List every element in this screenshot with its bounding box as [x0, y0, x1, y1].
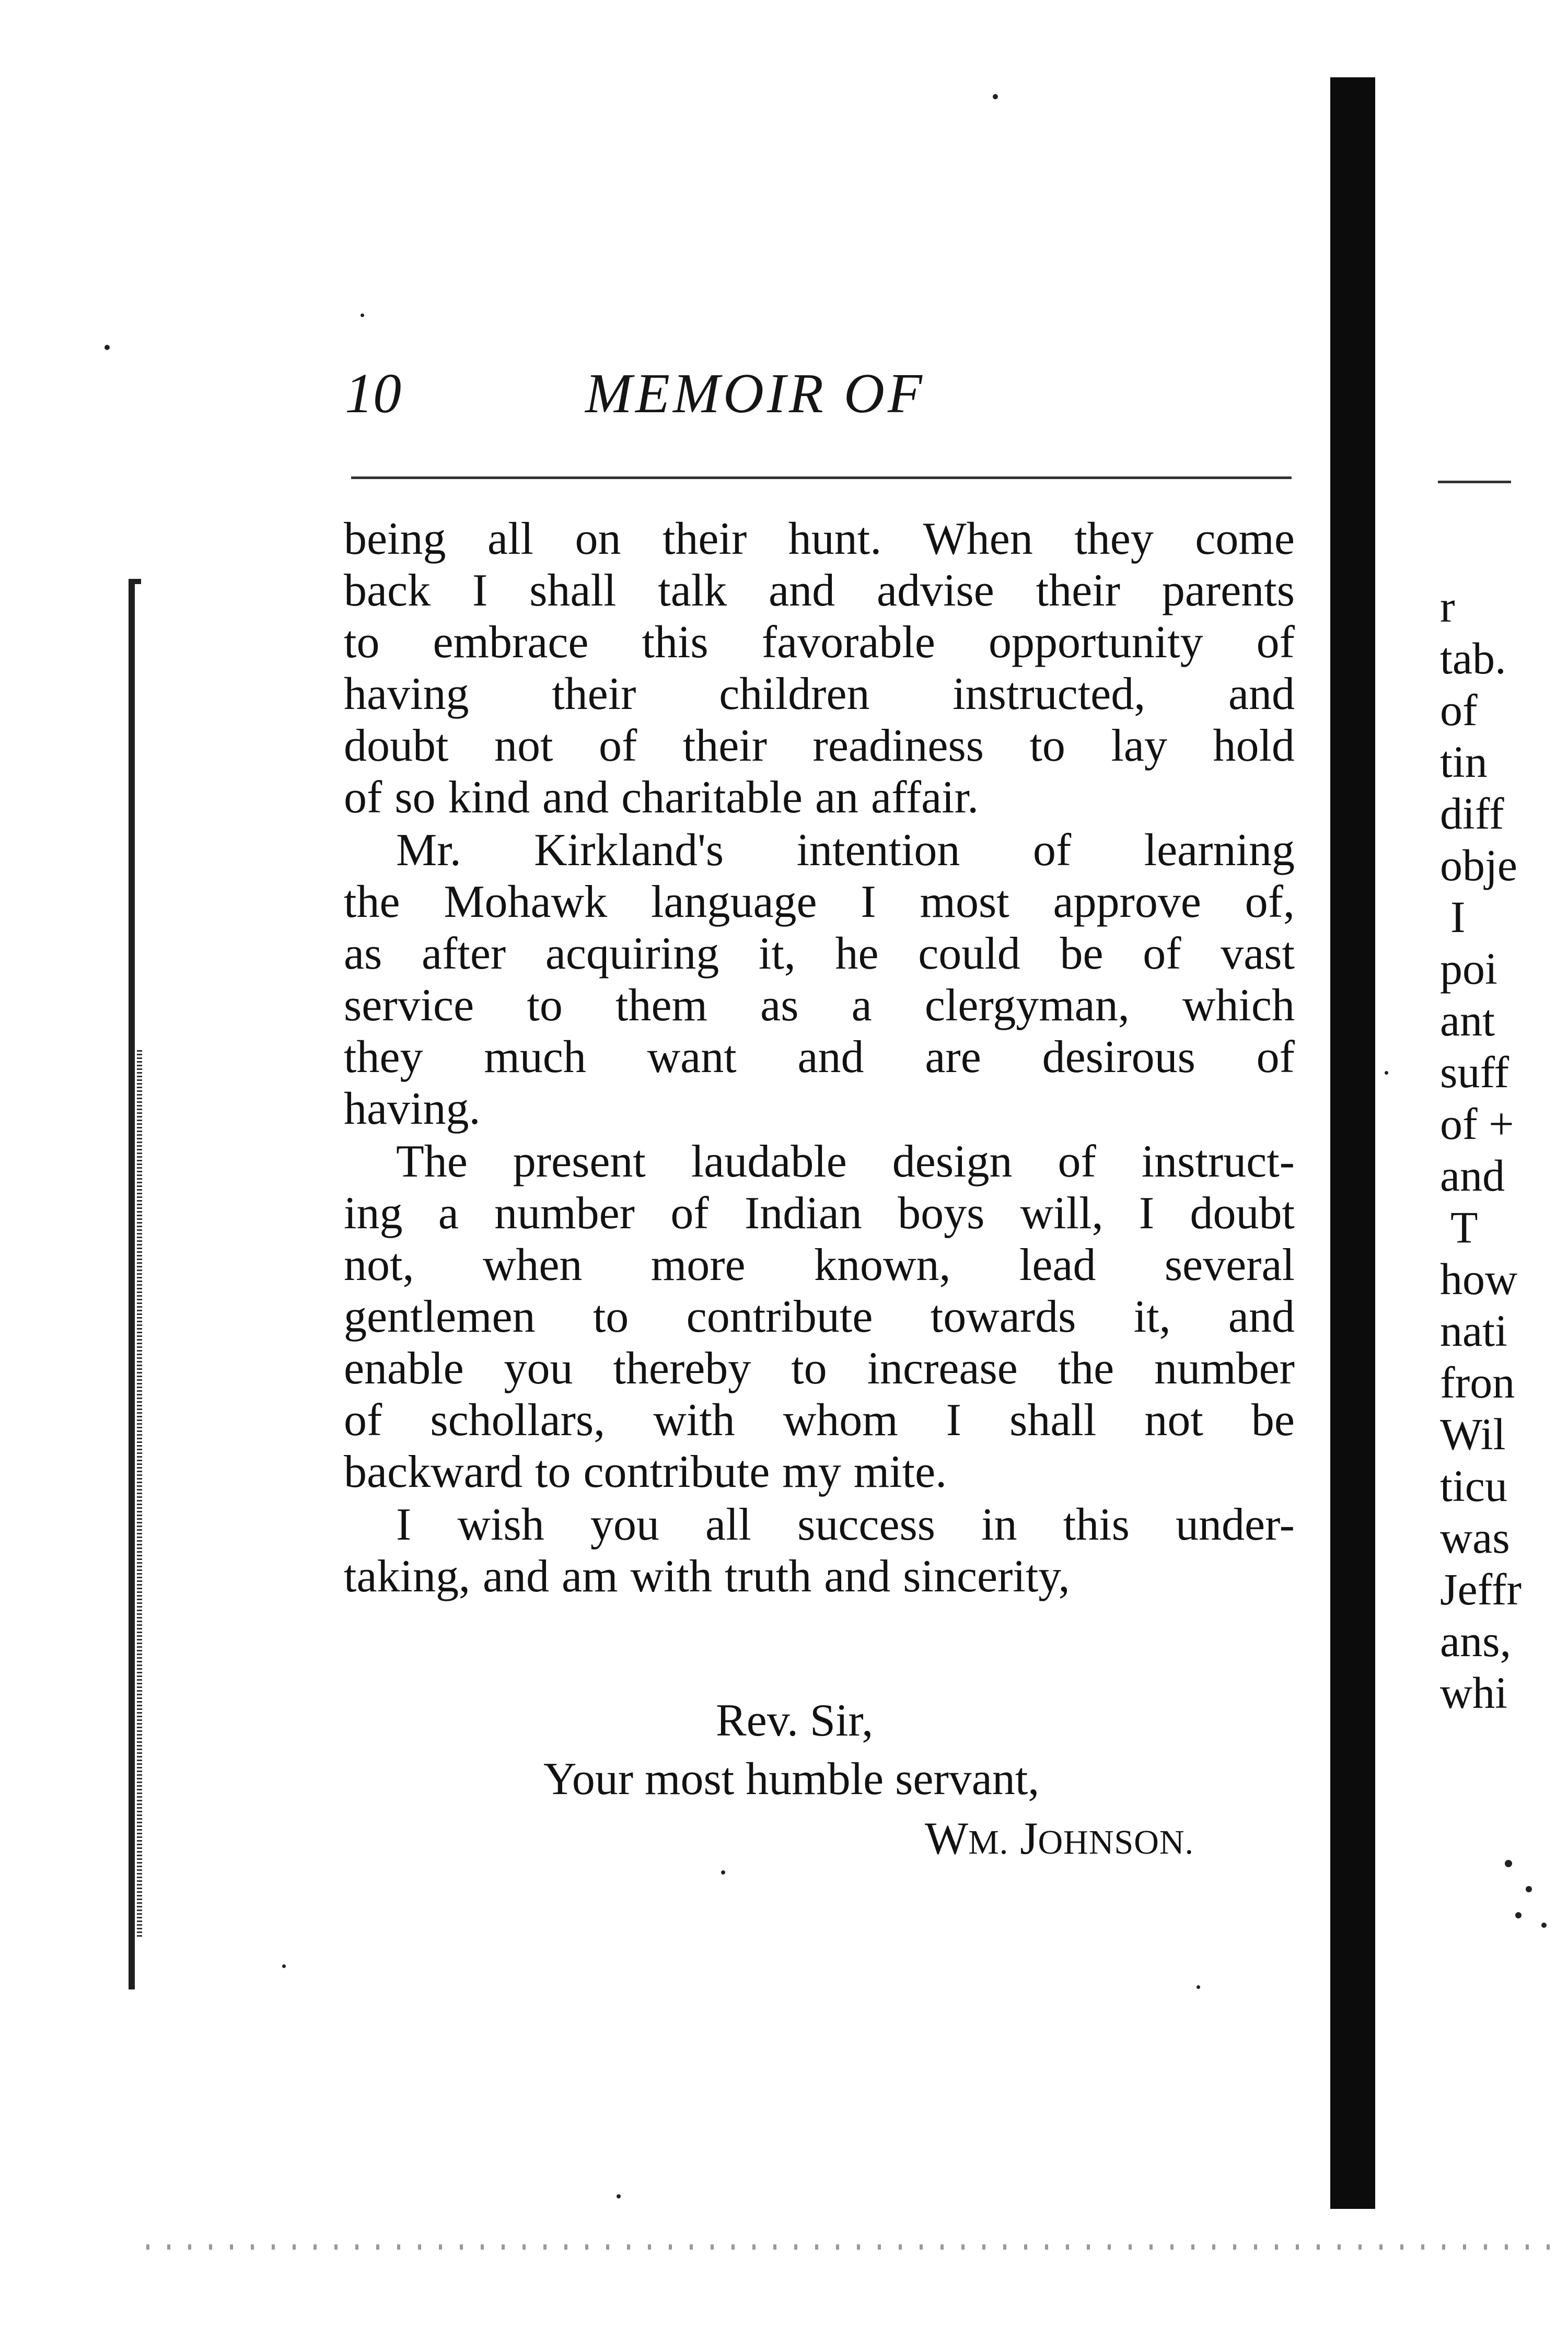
- text-line: having.: [344, 1084, 481, 1134]
- salutation: Rev. Sir,: [716, 1695, 874, 1746]
- facing-page-line: poi: [1440, 944, 1497, 994]
- scan-speck: [1505, 1860, 1512, 1867]
- facing-page-line: ant: [1440, 995, 1495, 1045]
- text-line: doubt not of their readiness to lay hold: [344, 720, 1295, 771]
- text-line: of so kind and charitable an affair.: [344, 772, 979, 823]
- paragraph: [344, 1136, 1295, 1498]
- scan-speck: [282, 1964, 286, 1968]
- page-number: 10: [345, 363, 401, 425]
- scan-speck: [361, 313, 364, 317]
- text-line: enable you thereby to increase the number: [344, 1343, 1295, 1394]
- text-line: I wish you all success in this under-: [396, 1499, 1295, 1550]
- scan-speck: [1385, 1071, 1388, 1075]
- facing-page-line: tab.: [1440, 633, 1506, 683]
- scan-speck: [1526, 1886, 1532, 1892]
- text-line: having their children instructed, and: [344, 669, 1295, 719]
- facing-page-fragment: [1440, 581, 1568, 1719]
- text-line: of schollars, with whom I shall not be: [344, 1395, 1295, 1446]
- header-rule: [351, 476, 1292, 479]
- valediction: Your most humble servant,: [543, 1754, 1040, 1805]
- facing-page-line: of: [1440, 685, 1478, 735]
- text-line: back I shall talk and advise their parents: [344, 565, 1295, 616]
- running-title: MEMOIR OF: [585, 363, 925, 425]
- facing-page-line: was: [1440, 1512, 1510, 1563]
- facing-page-line: diff: [1440, 788, 1504, 839]
- scan-speck: [993, 94, 998, 99]
- scan-left-edge-line: [129, 579, 135, 1989]
- text-line: being all on their hunt. When they come: [344, 514, 1295, 564]
- signature-initial-rest: M.: [968, 1823, 1009, 1861]
- text-line: ing a number of Indian boys will, I doubt: [344, 1188, 1295, 1239]
- facing-page-line: Wil: [1440, 1409, 1506, 1459]
- facing-page-line: nati: [1440, 1306, 1507, 1356]
- facing-page-rule: [1438, 481, 1511, 483]
- scan-speck: [1541, 1923, 1547, 1928]
- facing-page-line: I: [1450, 892, 1466, 942]
- facing-page-line: whi: [1440, 1668, 1507, 1718]
- text-line: service to them as a clergyman, which: [344, 980, 1295, 1031]
- book-binding-shadow: [1330, 77, 1375, 2209]
- letter-body: [344, 513, 1295, 1603]
- text-line: as after acquiring it, he could be of vast: [344, 928, 1295, 979]
- text-line: they much want and are desirous of: [344, 1032, 1295, 1082]
- scan-speck: [1515, 1912, 1521, 1918]
- text-line: gentlemen to contribute towards it, and: [344, 1291, 1295, 1342]
- facing-page-line: tin: [1440, 737, 1488, 787]
- facing-page-line: fron: [1440, 1357, 1515, 1407]
- facing-page-line: obje: [1440, 840, 1518, 890]
- facing-page-line: how: [1440, 1254, 1518, 1304]
- facing-page-line: and: [1440, 1150, 1505, 1201]
- scan-speck: [617, 2194, 621, 2198]
- text-line: Mr. Kirkland's intention of learning: [396, 825, 1295, 876]
- text-line: The present laudable design of instruct-: [396, 1136, 1295, 1187]
- signature-surname-initial: J: [1020, 1813, 1038, 1864]
- facing-page-line: ans,: [1440, 1616, 1512, 1666]
- paragraph: [344, 824, 1295, 1135]
- paragraph: [344, 1499, 1295, 1602]
- signature: [925, 1813, 1194, 1864]
- signature-initial: W: [925, 1813, 969, 1864]
- paragraph: [344, 513, 1295, 823]
- facing-page-line: r: [1440, 581, 1455, 632]
- scan-speck: [721, 1870, 725, 1875]
- facing-page-line: of +: [1440, 1099, 1514, 1149]
- text-line: to embrace this favorable opportunity of: [344, 617, 1295, 668]
- facing-page-line: T: [1450, 1202, 1478, 1252]
- facing-page-line: Jeffr: [1440, 1564, 1522, 1614]
- text-line: backward to contribute my mite.: [344, 1447, 947, 1497]
- facing-page-line: suff: [1440, 1047, 1509, 1097]
- text-line: the Mohawk language I most approve of,: [344, 877, 1295, 927]
- scan-speck: [1197, 1985, 1200, 1989]
- text-line: not, when more known, lead several: [344, 1240, 1295, 1290]
- scan-speck: [104, 345, 110, 350]
- text-line: taking, and am with truth and sincerity,: [344, 1551, 1070, 1602]
- signature-surname-rest: OHNSON.: [1038, 1823, 1194, 1861]
- scan-left-edge-hatch: [137, 1050, 142, 1938]
- scan-bottom-noise: [146, 2244, 1557, 2250]
- facing-page-line: ticu: [1440, 1461, 1507, 1511]
